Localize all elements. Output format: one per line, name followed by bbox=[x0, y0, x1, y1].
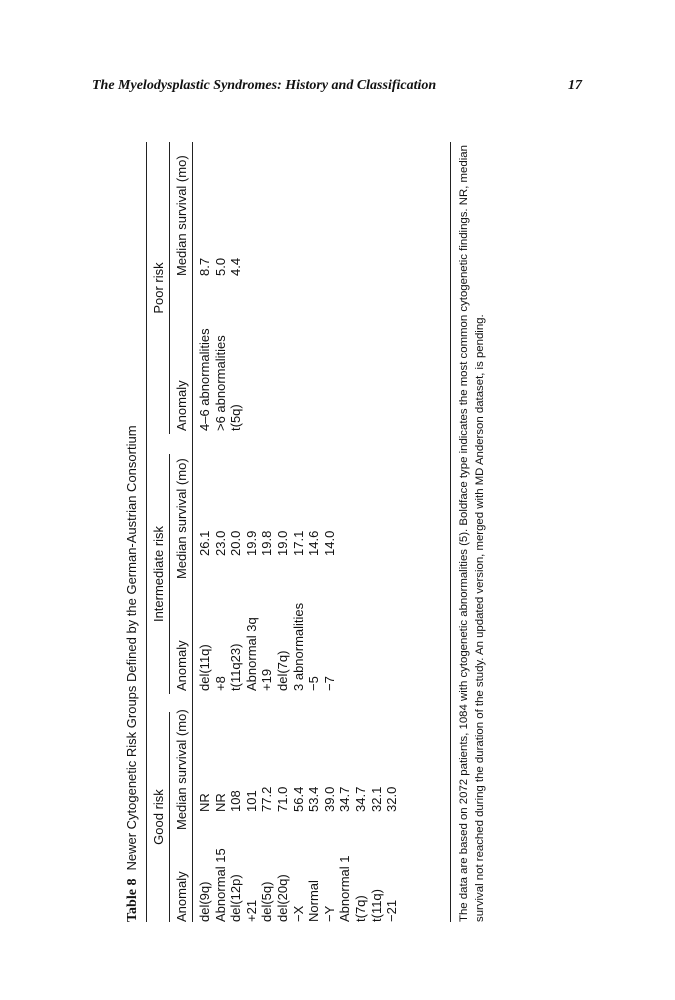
table-cell: 20.0 bbox=[228, 530, 244, 556]
table-cell: 23.0 bbox=[212, 530, 228, 556]
table-footnote: The data are based on 2072 patients, 1084 with cytogenetic abnormalities (5). Boldface type indicates the most common cytogenetic findings. NR, median survival not reached during the duration of the study. An updated version, merged with MD Anderson dataset, is pending. bbox=[458, 145, 486, 922]
table-caption bbox=[124, 142, 141, 922]
header-intermediate-anomaly: Anomaly bbox=[174, 640, 189, 691]
table-cell: +21 bbox=[243, 899, 259, 922]
table-label: Table 8 bbox=[125, 878, 140, 922]
table-cell: −Y bbox=[321, 905, 337, 922]
table-cell: 77.2 bbox=[259, 786, 275, 812]
table-cell: del(20q) bbox=[274, 874, 290, 922]
header-intermediate-median: Median survival (mo) bbox=[174, 458, 189, 579]
table-cell: >6 abnormalities bbox=[212, 335, 228, 431]
intermediate-survival-column bbox=[197, 531, 337, 556]
header-good-anomaly: Anomaly bbox=[174, 871, 189, 922]
group-intermediate-risk: Intermediate risk bbox=[151, 525, 166, 623]
table-caption-text: Newer Cytogenetic Risk Groups Defined by the German-Austrian Consortium bbox=[124, 425, 139, 871]
table-cell: 39.0 bbox=[321, 786, 337, 812]
table-cell: 34.7 bbox=[352, 786, 368, 812]
table-cell: del(9q) bbox=[197, 881, 212, 922]
poor-survival-column bbox=[197, 258, 244, 276]
table-cell: +8 bbox=[212, 676, 228, 691]
table-cell: 34.7 bbox=[337, 786, 353, 812]
table-cell: del(5q) bbox=[259, 881, 275, 922]
table-cell: 5.0 bbox=[212, 257, 228, 276]
group-underline-good bbox=[169, 712, 170, 922]
table-cell: 101 bbox=[243, 790, 259, 812]
group-good-risk: Good risk bbox=[151, 789, 166, 845]
table-cell: t(11q23) bbox=[228, 643, 244, 691]
intermediate-anomaly-column bbox=[197, 603, 337, 691]
table-cell: del(11q) bbox=[197, 644, 212, 691]
header-poor-anomaly: Anomaly bbox=[174, 380, 189, 431]
table-cell: 71.0 bbox=[274, 786, 290, 812]
table-cell: t(11q) bbox=[368, 889, 384, 922]
table-cell: −5 bbox=[306, 676, 322, 691]
table-cell: 8.7 bbox=[197, 257, 212, 276]
table-cell: 32.1 bbox=[368, 786, 384, 812]
poor-anomaly-column bbox=[197, 328, 244, 431]
table-cell: del(12p) bbox=[228, 874, 244, 922]
group-underline-intermediate bbox=[169, 454, 170, 694]
table-cell: t(7q) bbox=[352, 895, 368, 922]
table-cell: 26.1 bbox=[197, 530, 212, 556]
table-cell: −7 bbox=[321, 676, 337, 691]
bottom-rule bbox=[450, 142, 451, 922]
table-cell: Abnormal 15 bbox=[212, 848, 228, 922]
group-underline-poor bbox=[169, 142, 170, 434]
table-cell: NR bbox=[212, 793, 228, 812]
table-cell: 19.8 bbox=[259, 530, 275, 556]
table-cell: 4–6 abnormalities bbox=[197, 328, 212, 431]
table-cell: 17.1 bbox=[290, 530, 306, 556]
table-cell: 19.9 bbox=[243, 530, 259, 556]
running-head bbox=[92, 78, 582, 96]
table-cell: Abnormal 3q bbox=[243, 617, 259, 691]
good-survival-column bbox=[197, 787, 400, 812]
table-cell: 19.0 bbox=[274, 530, 290, 556]
page-number: 17 bbox=[568, 78, 582, 93]
table-cell: 53.4 bbox=[306, 786, 322, 812]
table-cell: Abnormal 1 bbox=[337, 855, 353, 922]
table-cell: Normal bbox=[306, 880, 322, 922]
table-cell: 56.4 bbox=[290, 786, 306, 812]
table-cell: −X bbox=[290, 905, 306, 922]
table-cell: +19 bbox=[259, 668, 275, 691]
table-cell: 3 abnormalities bbox=[290, 602, 306, 691]
table-cell: 14.0 bbox=[321, 530, 337, 556]
table-cell: −21 bbox=[384, 899, 400, 922]
running-head-title: The Myelodysplastic Syndromes: History and Classification bbox=[92, 78, 437, 93]
table-cell: 108 bbox=[228, 790, 244, 812]
table-cell: 4.4 bbox=[228, 257, 244, 276]
table-cell: 14.6 bbox=[306, 530, 322, 556]
cytogenetic-risk-table bbox=[120, 142, 590, 922]
header-good-median: Median survival (mo) bbox=[174, 709, 189, 830]
header-rule bbox=[192, 142, 193, 922]
table-cell: t(5q) bbox=[228, 404, 244, 431]
good-anomaly-column bbox=[197, 848, 400, 922]
table-cell: NR bbox=[197, 793, 212, 812]
table-cell: del(7q) bbox=[274, 650, 290, 691]
table-cell: 32.0 bbox=[384, 786, 400, 812]
group-poor-risk: Poor risk bbox=[151, 262, 166, 314]
top-rule bbox=[146, 142, 147, 922]
header-poor-median: Median survival (mo) bbox=[174, 155, 189, 276]
